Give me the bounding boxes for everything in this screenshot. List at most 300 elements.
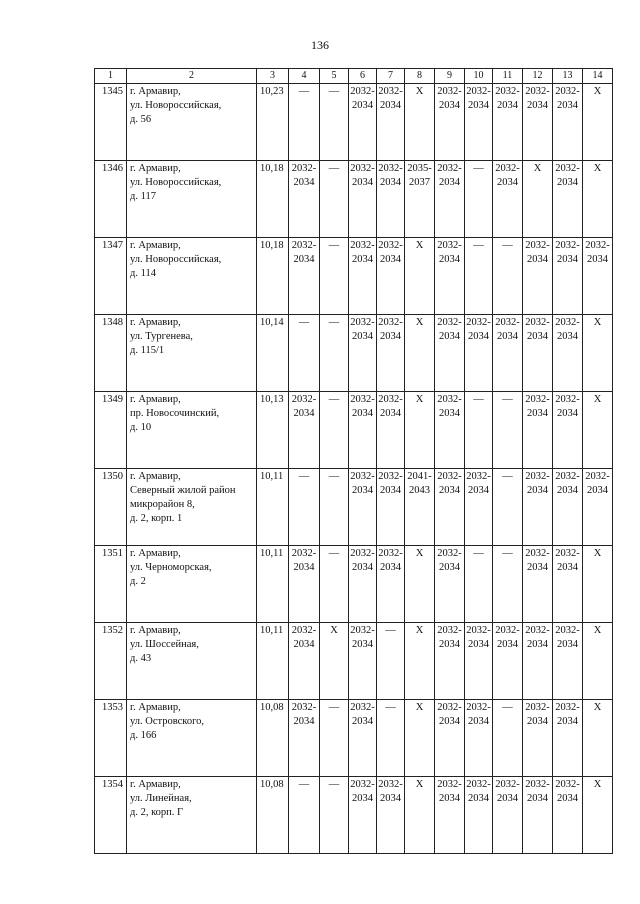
period-cell [349, 700, 377, 777]
address-cell [127, 469, 257, 546]
period-cell [583, 777, 613, 854]
period-cell [583, 161, 613, 238]
period-cell [523, 469, 553, 546]
address-line: д. 2, корп. Г [130, 807, 184, 818]
period-cell [523, 238, 553, 315]
period-text: 2032- [378, 86, 403, 97]
period-cell [553, 546, 583, 623]
period-cell [523, 161, 553, 238]
period-text: 2032- [291, 625, 317, 636]
period-cell [493, 84, 523, 161]
housing-register-table [94, 68, 613, 854]
period-cell [465, 777, 493, 854]
period-text: 2034 [527, 331, 548, 342]
address-line: г. Армавир, [130, 625, 181, 636]
period-cell [289, 546, 320, 623]
period-text: 2034 [439, 716, 460, 727]
period-text: X [415, 548, 424, 559]
period-text: 2034 [380, 331, 401, 342]
period-text: 2034 [527, 639, 548, 650]
period-text: 2034 [352, 793, 373, 804]
period-text: 2032- [350, 779, 375, 790]
row-number-cell: 1349 [95, 392, 127, 469]
period-cell [493, 161, 523, 238]
address-cell [127, 315, 257, 392]
address-line: ул. Шоссейная, [130, 639, 199, 650]
period-text: 2034 [352, 100, 373, 111]
period-text: X [593, 702, 602, 713]
address-cell [127, 392, 257, 469]
period-text: 2034 [527, 254, 548, 265]
period-text: — [502, 702, 513, 713]
address-line: пр. Новосочинский, [130, 408, 220, 419]
table-row [95, 777, 613, 854]
period-cell [405, 315, 435, 392]
period-cell [465, 623, 493, 700]
period-cell [493, 623, 523, 700]
value-cell: 10,08 [257, 700, 289, 777]
period-cell [349, 238, 377, 315]
period-cell [435, 315, 465, 392]
period-cell [289, 469, 320, 546]
period-cell [405, 777, 435, 854]
period-text: 2034 [527, 716, 548, 727]
period-cell [377, 777, 405, 854]
table-row [95, 469, 613, 546]
period-text: 2032- [437, 779, 462, 790]
period-cell [465, 161, 493, 238]
period-text: — [298, 317, 310, 328]
period-text: 2034 [468, 716, 489, 727]
period-text: X [593, 163, 602, 174]
period-text: 2032- [291, 548, 317, 559]
period-text: 2032- [525, 86, 550, 97]
period-cell [405, 84, 435, 161]
period-cell [523, 623, 553, 700]
period-cell [349, 469, 377, 546]
period-cell [289, 161, 320, 238]
period-cell [553, 469, 583, 546]
period-cell [583, 315, 613, 392]
period-text: 2032- [437, 702, 462, 713]
period-text: 2034 [293, 562, 315, 573]
period-text: 2032- [525, 240, 550, 251]
period-text: X [415, 394, 424, 405]
period-text: X [593, 86, 602, 97]
period-text: 2032- [437, 548, 462, 559]
period-text: — [328, 240, 340, 251]
period-text: 2032- [525, 548, 550, 559]
address-line: г. Армавир, [130, 702, 181, 713]
address-line: д. 43 [130, 653, 152, 664]
period-text: 2032- [555, 779, 580, 790]
period-cell [289, 84, 320, 161]
period-cell [349, 777, 377, 854]
column-number-header: 11 [493, 69, 523, 84]
address-cell [127, 546, 257, 623]
period-text: — [328, 548, 340, 559]
column-number-row [95, 69, 613, 84]
row-number-cell: 1352 [95, 623, 127, 700]
period-text: — [473, 548, 484, 559]
period-text: — [502, 548, 513, 559]
period-text: 2034 [468, 331, 489, 342]
period-text: 2034 [439, 408, 460, 419]
address-cell [127, 161, 257, 238]
period-text: 2032- [495, 779, 520, 790]
period-cell [435, 392, 465, 469]
period-text: 2034 [439, 485, 460, 496]
period-text: — [328, 163, 340, 174]
period-text: 2032- [555, 702, 580, 713]
address-cell [127, 238, 257, 315]
period-cell [405, 546, 435, 623]
period-text: 2032- [585, 471, 610, 482]
period-text: X [415, 317, 424, 328]
period-cell [405, 700, 435, 777]
column-number-header: 13 [553, 69, 583, 84]
period-text: 2034 [352, 716, 373, 727]
period-cell [465, 392, 493, 469]
period-text: 2032- [378, 471, 403, 482]
period-text: 2034 [468, 793, 489, 804]
period-text: — [298, 86, 310, 97]
column-number-header: 9 [435, 69, 465, 84]
period-text: 2034 [352, 562, 373, 573]
period-text: 2034 [527, 485, 548, 496]
period-cell [583, 84, 613, 161]
period-cell [435, 161, 465, 238]
address-line: ул. Тургенева, [130, 331, 193, 342]
period-cell [553, 315, 583, 392]
period-text: X [415, 86, 424, 97]
period-cell [583, 546, 613, 623]
period-cell [493, 469, 523, 546]
period-cell [583, 392, 613, 469]
period-text: 2032- [378, 394, 403, 405]
period-text: X [593, 548, 602, 559]
period-text: 2032- [350, 394, 375, 405]
period-text: 2034 [468, 100, 489, 111]
table-row [95, 623, 613, 700]
period-text: 2034 [527, 562, 548, 573]
row-number-cell: 1347 [95, 238, 127, 315]
period-text: 2034 [439, 639, 460, 650]
period-text: 2034 [468, 485, 489, 496]
period-text: X [415, 779, 424, 790]
period-text: 2032- [350, 240, 375, 251]
period-text: 2032- [525, 471, 550, 482]
period-cell [435, 469, 465, 546]
period-cell [405, 161, 435, 238]
period-text: 2032- [437, 625, 462, 636]
period-cell [493, 392, 523, 469]
period-text: 2032- [350, 548, 375, 559]
period-cell [320, 623, 349, 700]
period-text: 2032- [378, 548, 403, 559]
period-text: 2032- [437, 394, 462, 405]
address-line: ул. Островского, [130, 716, 205, 727]
period-text: 2032- [437, 86, 462, 97]
period-cell [289, 238, 320, 315]
period-text: 2032- [291, 394, 317, 405]
address-line: ул. Новороссийская, [130, 177, 222, 188]
column-number-header: 6 [349, 69, 377, 84]
period-cell [349, 392, 377, 469]
period-text: — [385, 702, 396, 713]
period-text: 2034 [380, 793, 401, 804]
row-number-cell: 1348 [95, 315, 127, 392]
address-line: г. Армавир, [130, 86, 181, 97]
period-cell [320, 777, 349, 854]
period-cell [493, 546, 523, 623]
column-number-header: 2 [127, 69, 257, 84]
period-cell [523, 84, 553, 161]
period-cell [349, 623, 377, 700]
period-text: 2034 [468, 639, 489, 650]
period-text: 2037 [409, 177, 430, 188]
period-cell [465, 84, 493, 161]
period-text: 2034 [352, 485, 373, 496]
period-text: 2034 [587, 254, 608, 265]
period-cell [349, 161, 377, 238]
row-number-cell: 1353 [95, 700, 127, 777]
period-text: 2032- [555, 548, 580, 559]
period-cell [435, 700, 465, 777]
period-cell [405, 238, 435, 315]
period-cell [320, 238, 349, 315]
period-text: 2034 [557, 254, 578, 265]
period-text: 2034 [497, 177, 518, 188]
column-number-header: 10 [465, 69, 493, 84]
period-cell [493, 700, 523, 777]
address-line: г. Армавир, [130, 471, 181, 482]
period-text: 2032- [437, 317, 462, 328]
period-cell [553, 623, 583, 700]
period-text: 2032- [437, 240, 462, 251]
period-cell [583, 623, 613, 700]
period-text: 2032- [466, 779, 491, 790]
address-line: г. Армавир, [130, 317, 181, 328]
address-line: ул. Новороссийская, [130, 254, 222, 265]
period-text: 2034 [557, 793, 578, 804]
period-cell [553, 84, 583, 161]
period-text: 2034 [380, 254, 401, 265]
period-text: 2032- [378, 240, 403, 251]
period-cell [465, 469, 493, 546]
period-text: — [328, 394, 340, 405]
value-cell: 10,11 [257, 623, 289, 700]
period-cell [523, 315, 553, 392]
period-cell [493, 315, 523, 392]
period-text: 2034 [439, 177, 460, 188]
period-text: 2032- [525, 394, 550, 405]
period-text: 2034 [380, 408, 401, 419]
period-cell [377, 84, 405, 161]
period-text: 2034 [380, 485, 401, 496]
column-number-header: 14 [583, 69, 613, 84]
table-row [95, 315, 613, 392]
period-cell [377, 238, 405, 315]
period-text: 2032- [466, 471, 491, 482]
value-cell: 10,11 [257, 469, 289, 546]
period-cell [320, 315, 349, 392]
period-text: 2034 [439, 254, 460, 265]
period-text: 2032- [466, 702, 491, 713]
table-row [95, 238, 613, 315]
period-text: — [328, 779, 340, 790]
address-line: ул. Черноморская, [130, 562, 212, 573]
period-cell [289, 623, 320, 700]
period-text: 2032- [525, 702, 550, 713]
period-cell [493, 777, 523, 854]
table-row [95, 392, 613, 469]
period-text: — [328, 86, 340, 97]
value-cell: 10,23 [257, 84, 289, 161]
period-text: 2032- [555, 163, 580, 174]
period-text: 2032- [466, 86, 491, 97]
period-cell [493, 238, 523, 315]
period-cell [553, 777, 583, 854]
address-line: д. 10 [130, 422, 152, 433]
column-number-header: 5 [320, 69, 349, 84]
period-text: 2032- [378, 317, 403, 328]
period-cell [349, 315, 377, 392]
period-text: 2032- [350, 625, 375, 636]
period-cell [377, 623, 405, 700]
column-number-header: 4 [289, 69, 320, 84]
period-text: 2034 [293, 254, 315, 265]
value-cell: 10,13 [257, 392, 289, 469]
period-cell [289, 315, 320, 392]
period-cell [377, 161, 405, 238]
period-text: X [593, 317, 602, 328]
period-text: 2034 [380, 562, 401, 573]
period-text: 2034 [557, 331, 578, 342]
period-cell [523, 392, 553, 469]
period-text: 2032- [350, 317, 375, 328]
period-text: 2032- [525, 317, 550, 328]
period-text: — [328, 702, 340, 713]
period-text: 2034 [352, 254, 373, 265]
period-text: 2034 [587, 485, 608, 496]
period-text: 2032- [555, 317, 580, 328]
period-cell [435, 238, 465, 315]
period-cell [377, 546, 405, 623]
period-text: 2035- [407, 163, 432, 174]
period-cell [553, 700, 583, 777]
row-number-cell: 1351 [95, 546, 127, 623]
address-line: д. 166 [130, 730, 157, 741]
period-text: 2032- [291, 702, 317, 713]
period-text: 2032- [585, 240, 610, 251]
period-text: X [593, 625, 602, 636]
address-line: г. Армавир, [130, 163, 181, 174]
period-text: X [415, 702, 424, 713]
period-cell [435, 546, 465, 623]
period-cell [377, 315, 405, 392]
period-text: 2034 [557, 408, 578, 419]
period-cell [289, 700, 320, 777]
period-text: 2034 [380, 177, 401, 188]
address-line: д. 114 [130, 268, 156, 279]
period-cell [405, 623, 435, 700]
period-text: 2032- [437, 471, 462, 482]
period-text: 2032- [495, 625, 520, 636]
address-line: Северный жилой район [130, 485, 236, 496]
column-number-header: 12 [523, 69, 553, 84]
period-cell [435, 84, 465, 161]
period-text: 2034 [380, 100, 401, 111]
period-text: 2032- [495, 317, 520, 328]
period-text: — [328, 317, 340, 328]
period-cell [465, 315, 493, 392]
address-line: д. 56 [130, 114, 152, 125]
period-text: 2032- [378, 779, 403, 790]
period-cell [320, 546, 349, 623]
period-cell [465, 546, 493, 623]
period-text: 2034 [557, 177, 578, 188]
row-number-cell: 1346 [95, 161, 127, 238]
value-cell: 10,18 [257, 238, 289, 315]
period-text: 2034 [497, 793, 518, 804]
address-cell [127, 700, 257, 777]
row-number-cell: 1354 [95, 777, 127, 854]
period-text: 2034 [439, 562, 460, 573]
column-number-header: 7 [377, 69, 405, 84]
period-text: X [415, 240, 424, 251]
period-text: 2034 [527, 793, 548, 804]
page-number: 136 [311, 38, 329, 52]
period-text: 2034 [497, 100, 518, 111]
period-text: 2034 [497, 331, 518, 342]
value-cell: 10,11 [257, 546, 289, 623]
period-text: 2032- [466, 625, 491, 636]
address-cell [127, 623, 257, 700]
period-cell [289, 392, 320, 469]
period-text: — [328, 471, 340, 482]
period-text: — [502, 394, 513, 405]
row-number-cell: 1350 [95, 469, 127, 546]
period-text: — [473, 163, 484, 174]
column-number-header: 8 [405, 69, 435, 84]
period-cell [553, 392, 583, 469]
period-text: 2034 [557, 716, 578, 727]
period-text: 2034 [293, 177, 315, 188]
period-text: 2034 [527, 408, 548, 419]
period-cell [405, 392, 435, 469]
address-cell [127, 84, 257, 161]
table-row [95, 546, 613, 623]
column-number-header: 3 [257, 69, 289, 84]
period-text: 2034 [527, 100, 548, 111]
period-text: — [473, 240, 484, 251]
table-row [95, 161, 613, 238]
period-text: X [533, 163, 542, 174]
period-text: 2034 [352, 639, 373, 650]
period-text: — [298, 471, 310, 482]
address-line: ул. Линейная, [130, 793, 192, 804]
period-text: 2034 [293, 639, 315, 650]
period-cell [553, 238, 583, 315]
period-text: — [502, 471, 513, 482]
address-line: д. 2, корп. 1 [130, 513, 183, 524]
period-cell [320, 84, 349, 161]
period-text: — [502, 240, 513, 251]
address-line: микрорайон 8, [130, 499, 195, 510]
period-text: 2034 [352, 408, 373, 419]
period-cell [377, 392, 405, 469]
